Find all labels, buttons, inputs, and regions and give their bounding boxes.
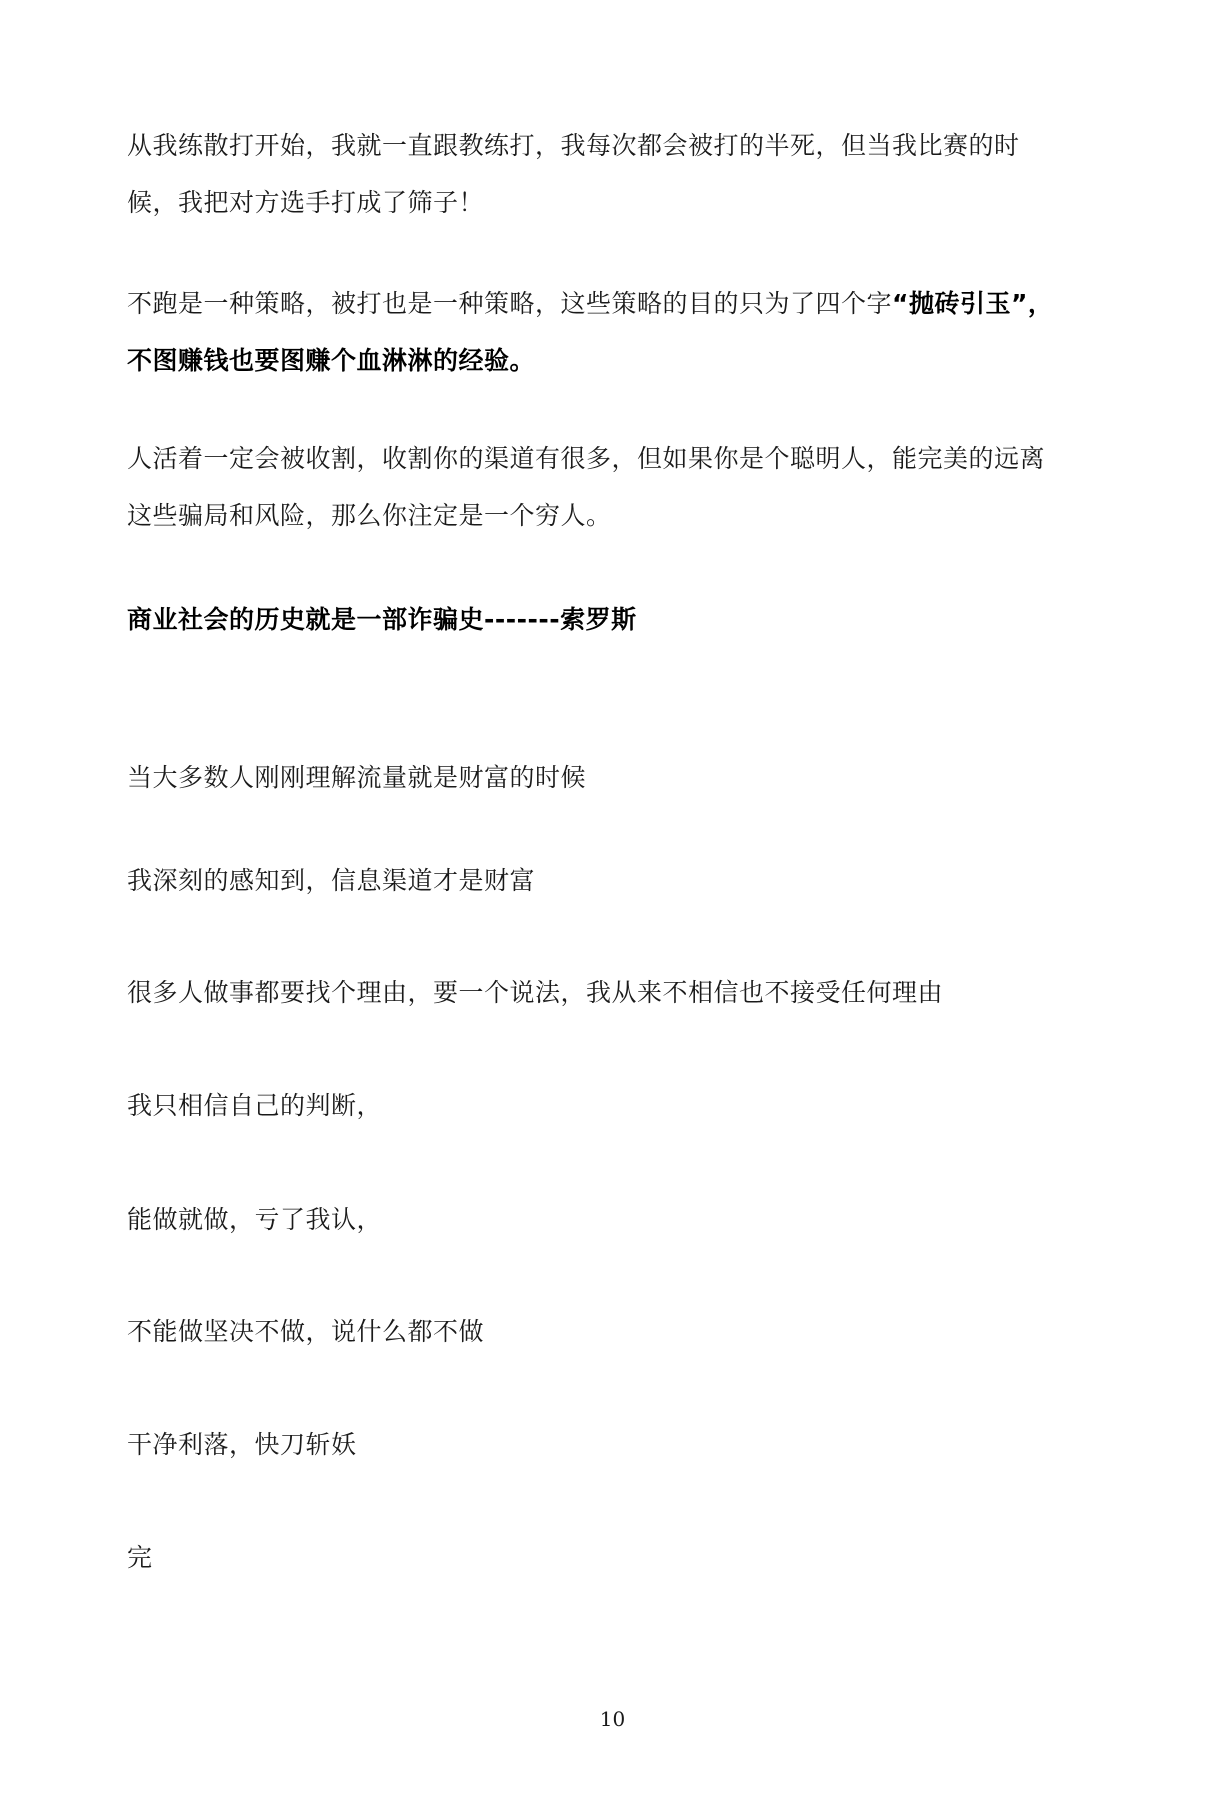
line-end: 完 (127, 1543, 153, 1572)
paragraph-2-emphasis: “抛砖引玉”， (892, 289, 1054, 318)
line-own-judgment: 我只相信自己的判断， (127, 1091, 383, 1120)
line-dont-do: 不能做坚决不做，说什么都不做 (127, 1317, 485, 1346)
line-info-channel: 我深刻的感知到，信息渠道才是财富 (127, 866, 536, 895)
line-reasons: 很多人做事都要找个理由，要一个说法，我从来不相信也不接受任何理由 (127, 978, 944, 1007)
line-traffic-wealth: 当大多数人刚刚理解流量就是财富的时候 (127, 763, 587, 792)
paragraph-1-line-1: 从我练散打开始，我就一直跟教练打，我每次都会被打的半死，但当我比赛的时 (127, 131, 1020, 160)
paragraph-3-line-1: 人活着一定会被收割，收割你的渠道有很多，但如果你是个聪明人，能完美的远离 (127, 444, 1046, 473)
paragraph-2-line-1-text: 不跑是一种策略，被打也是一种策略，这些策略的目的只为了四个字 (127, 289, 893, 318)
paragraph-1-line-2: 候，我把对方选手打成了筛子！ (127, 188, 485, 217)
page-number: 10 (599, 1707, 626, 1731)
line-do-it: 能做就做，亏了我认， (127, 1205, 383, 1234)
quote-soros: 商业社会的历史就是一部诈骗史-------索罗斯 (127, 605, 637, 634)
paragraph-2-line-2: 不图赚钱也要图赚个血淋淋的经验。 (127, 346, 536, 375)
paragraph-3-line-2: 这些骗局和风险，那么你注定是一个穷人。 (127, 501, 612, 530)
line-clean-decisive: 干净利落，快刀斩妖 (127, 1430, 357, 1459)
paragraph-2-line-1 (127, 286, 1053, 322)
